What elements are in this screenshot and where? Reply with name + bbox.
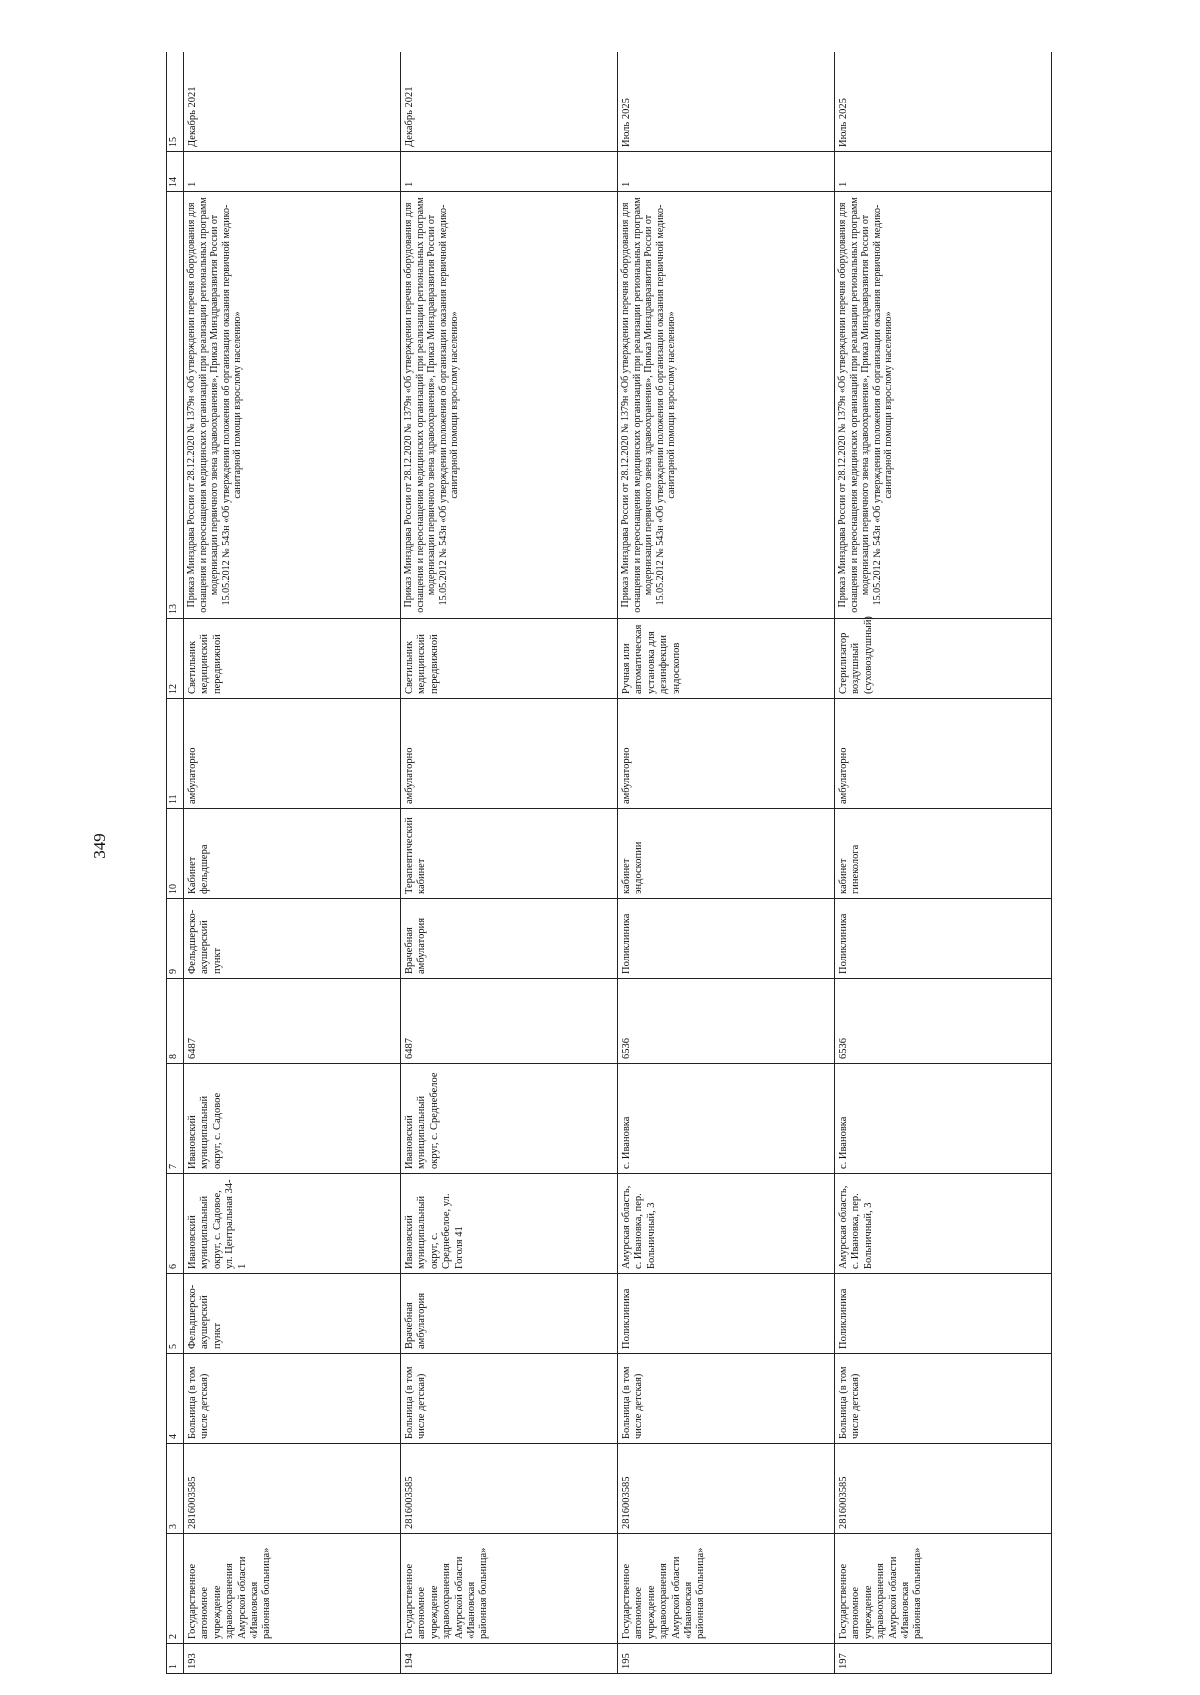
- column-header: 2: [167, 1534, 184, 1644]
- cabinet: Терапевтический кабинет: [401, 809, 618, 899]
- column-header: 6: [167, 1174, 184, 1274]
- unit-type: Поликлиника: [618, 1274, 835, 1354]
- rotated-table-container: [166, 52, 1052, 1674]
- equipment-name: Светильник медицинский передвижной: [401, 619, 618, 699]
- subdivision: Поликлиника: [618, 899, 835, 979]
- delivery-date: Июль 2025: [835, 52, 1052, 152]
- equipment-name: Ручная или автоматическая установка для дезинфекции эндоскопов: [618, 619, 835, 699]
- unit-type: Врачебная амбулатория: [401, 1274, 618, 1354]
- table-row: [401, 52, 618, 1674]
- care-condition: амбулаторно: [184, 699, 401, 809]
- column-header: 11: [167, 699, 184, 809]
- organization-name: Государственное автономное учреждение здравоохранения Амурской области «Ивановская районная больница»: [401, 1534, 618, 1644]
- column-header: 1: [167, 1644, 184, 1674]
- address: Ивановский муниципальный округ, с. Среднебелое, ул. Гоголя 41: [401, 1174, 618, 1274]
- care-condition: амбулаторно: [618, 699, 835, 809]
- column-header: 7: [167, 1064, 184, 1174]
- organization-type: Больница (в том числе детская): [184, 1354, 401, 1444]
- unit-type: Фельдшерско-акушерский пункт: [184, 1274, 401, 1354]
- address: Ивановский муниципальный округ, с. Садовое, ул. Центральная 34-1: [184, 1174, 401, 1274]
- table-rotation-wrapper: [166, 52, 1052, 1674]
- organization-name: Государственное автономное учреждение здравоохранения Амурской области «Ивановская районная больница»: [618, 1534, 835, 1644]
- column-header: 15: [167, 52, 184, 152]
- quantity: 1: [618, 152, 835, 192]
- delivery-date: Декабрь 2021: [184, 52, 401, 152]
- subdivision: Врачебная амбулатория: [401, 899, 618, 979]
- column-header: 13: [167, 192, 184, 619]
- quantity: 1: [184, 152, 401, 192]
- organization-type: Больница (в том числе детская): [618, 1354, 835, 1444]
- cabinet: кабинет эндоскопии: [618, 809, 835, 899]
- cabinet: Кабинет фельдшера: [184, 809, 401, 899]
- care-condition: амбулаторно: [401, 699, 618, 809]
- care-condition: амбулаторно: [835, 699, 1052, 809]
- page-number: 349: [90, 833, 109, 859]
- column-header: 12: [167, 619, 184, 699]
- quantity: 1: [835, 152, 1052, 192]
- column-header: 4: [167, 1354, 184, 1444]
- population: 6536: [835, 979, 1052, 1064]
- address: Амурская область, с. Ивановка, пер. Больничный, 3: [835, 1174, 1052, 1274]
- organization-type: Больница (в том числе детская): [401, 1354, 618, 1444]
- subdivision: Фельдшерско-акушерский пункт: [184, 899, 401, 979]
- inn: 2816003585: [835, 1444, 1052, 1534]
- organization-type: Больница (в том числе детская): [835, 1354, 1052, 1444]
- quantity: 1: [401, 152, 618, 192]
- equipment-name: Стерилизатор воздушный (суховоздушный): [835, 619, 1052, 699]
- column-header: 10: [167, 809, 184, 899]
- column-header: 14: [167, 152, 184, 192]
- inn: 2816003585: [618, 1444, 835, 1534]
- organization-name: Государственное автономное учреждение здравоохранения Амурской области «Ивановская районная больница»: [835, 1534, 1052, 1644]
- row-number: 197: [835, 1644, 1052, 1674]
- address: Амурская область, с. Ивановка, пер. Больничный, 3: [618, 1174, 835, 1274]
- column-header: 9: [167, 899, 184, 979]
- equipment-name: Светильник медицинский передвижной: [184, 619, 401, 699]
- regulation: Приказ Минздрава России от 28.12.2020 № 1379н «Об утверждении перечня оборудования для оснащения и переоснащения медицинских организаций при реализации региональных программ модернизации первичного звена здравоохранения», Приказ Минздравразвития России от 15.05.2012 № 543н «Об утверждении положения об организации оказания первичной медико-санитарной помощи взрослому населению»: [401, 192, 618, 619]
- unit-type: Поликлиника: [835, 1274, 1052, 1354]
- regulation: Приказ Минздрава России от 28.12.2020 № 1379н «Об утверждении перечня оборудования для оснащения и переоснащения медицинских организаций при реализации региональных программ модернизации первичного звена здравоохранения», Приказ Минздравразвития России от 15.05.2012 № 543н «Об утверждении положения об организации оказания первичной медико-санитарной помощи взрослому населению»: [835, 192, 1052, 619]
- inn: 2816003585: [184, 1444, 401, 1534]
- regulation: Приказ Минздрава России от 28.12.2020 № 1379н «Об утверждении перечня оборудования для оснащения и переоснащения медицинских организаций при реализации региональных программ модернизации первичного звена здравоохранения», Приказ Минздравразвития России от 15.05.2012 № 543н «Об утверждении положения об организации оказания первичной медико-санитарной помощи взрослому населению»: [618, 192, 835, 619]
- delivery-date: Июль 2025: [618, 52, 835, 152]
- table-row: [618, 52, 835, 1674]
- locality: с. Ивановка: [618, 1064, 835, 1174]
- row-number: 193: [184, 1644, 401, 1674]
- population: 6536: [618, 979, 835, 1064]
- column-header: 8: [167, 979, 184, 1064]
- column-header: 3: [167, 1444, 184, 1534]
- population: 6487: [401, 979, 618, 1064]
- cabinet: кабинет гинеколога: [835, 809, 1052, 899]
- locality: Ивановский муниципальный округ, с. Среднебелое: [401, 1064, 618, 1174]
- inn: 2816003585: [401, 1444, 618, 1534]
- locality: Ивановский муниципальный округ, с. Садовое: [184, 1064, 401, 1174]
- equipment-table: [166, 52, 1052, 1674]
- column-header: 5: [167, 1274, 184, 1354]
- table-row: [184, 52, 401, 1674]
- header-row: [167, 52, 184, 1674]
- row-number: 195: [618, 1644, 835, 1674]
- row-number: 194: [401, 1644, 618, 1674]
- table-row: [835, 52, 1052, 1674]
- population: 6487: [184, 979, 401, 1064]
- locality: с. Ивановка: [835, 1064, 1052, 1174]
- regulation: Приказ Минздрава России от 28.12.2020 № 1379н «Об утверждении перечня оборудования для оснащения и переоснащения медицинских организаций при реализации региональных программ модернизации первичного звена здравоохранения», Приказ Минздравразвития России от 15.05.2012 № 543н «Об утверждении положения об организации оказания первичной медико-санитарной помощи взрослому населению»: [184, 192, 401, 619]
- organization-name: Государственное автономное учреждение здравоохранения Амурской области «Ивановская районная больница»: [184, 1534, 401, 1644]
- delivery-date: Декабрь 2021: [401, 52, 618, 152]
- subdivision: Поликлиника: [835, 899, 1052, 979]
